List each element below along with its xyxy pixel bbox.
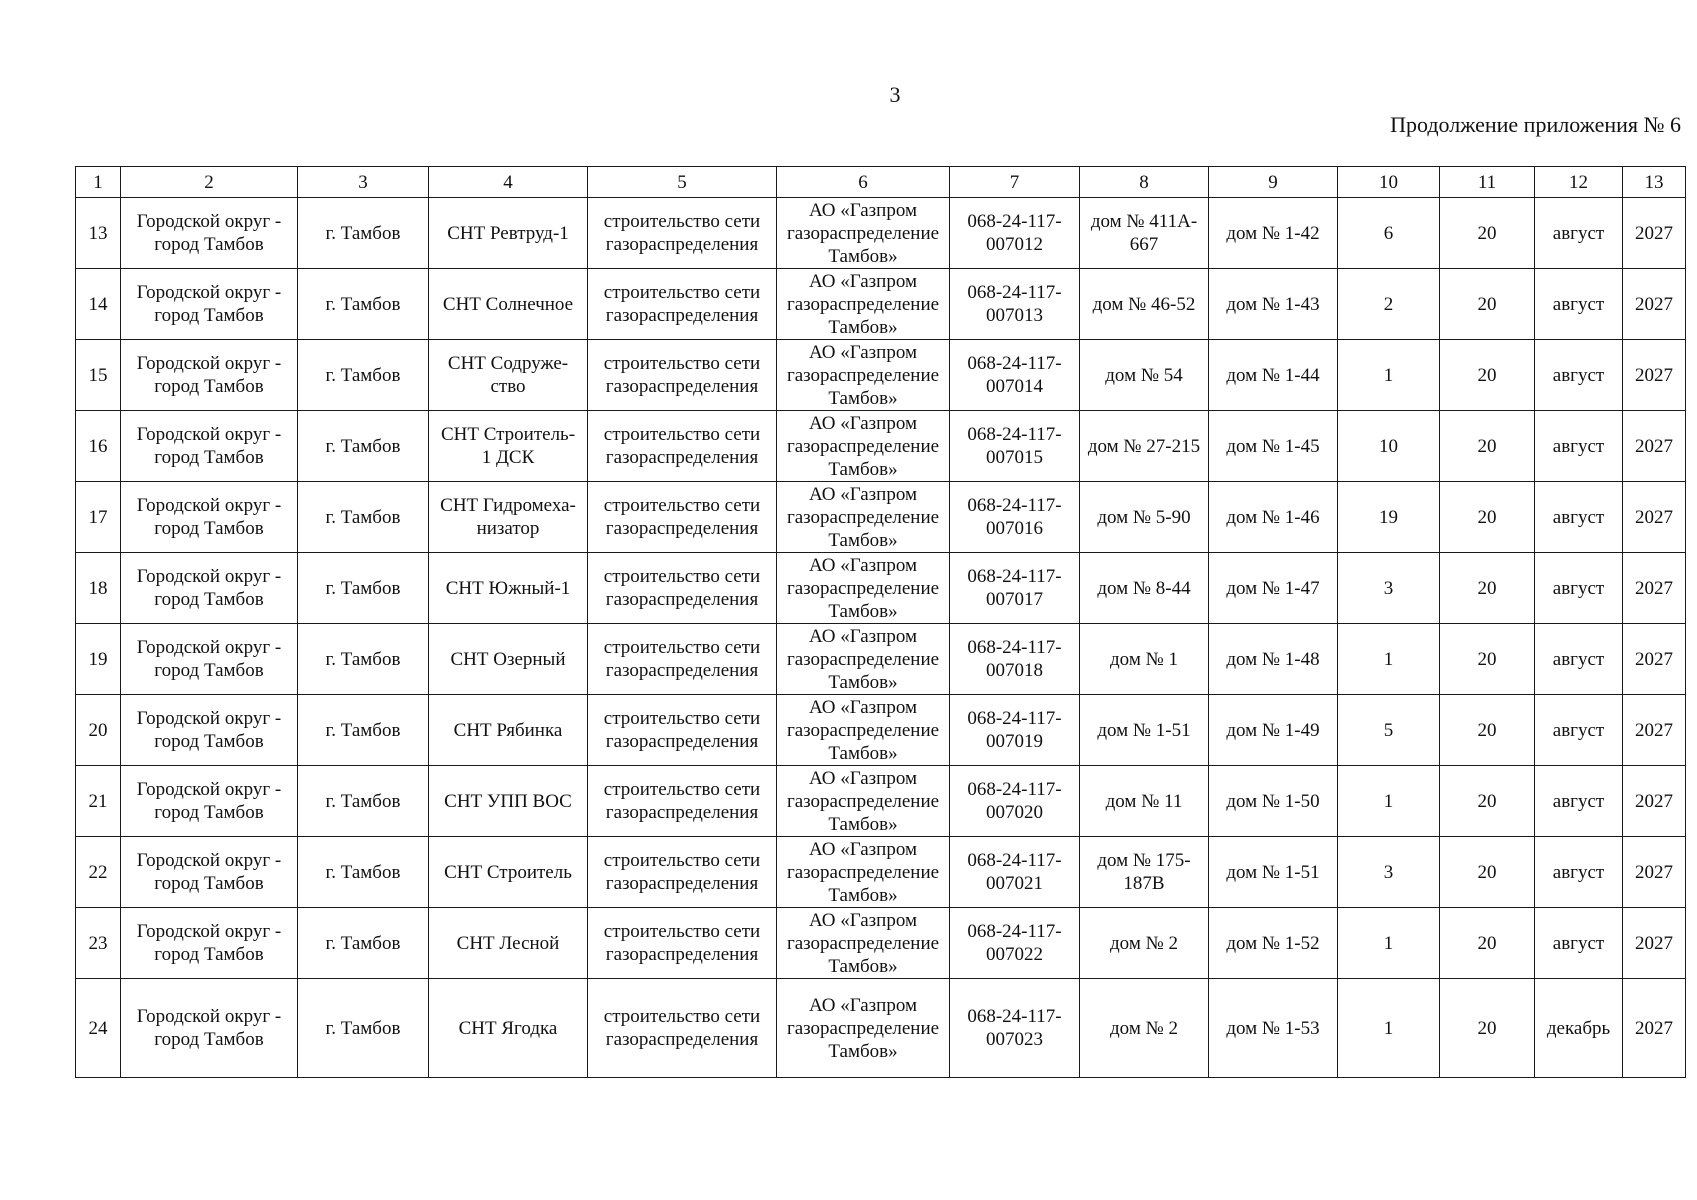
cell-count: 3 <box>1338 553 1440 624</box>
cell-object-code: 068-24-117- 007012 <box>950 198 1080 269</box>
cell-house-range: дом № 1-51 <box>1080 695 1209 766</box>
cell-work-type: строительство сети газораспределения <box>588 695 777 766</box>
cell-value: 20 <box>1440 269 1535 340</box>
cell-house-range-total: дом № 1-47 <box>1209 553 1338 624</box>
table-row <box>76 482 1686 553</box>
cell-municipality: Городской округ - город Тамбов <box>121 198 298 269</box>
cell-settlement: г. Тамбов <box>298 695 429 766</box>
cell-row-number: 19 <box>76 624 121 695</box>
cell-object-code: 068-24-117- 007019 <box>950 695 1080 766</box>
cell-municipality: Городской округ - город Тамбов <box>121 269 298 340</box>
cell-value: 20 <box>1440 411 1535 482</box>
cell-year: 2027 <box>1623 908 1686 979</box>
cell-year: 2027 <box>1623 979 1686 1078</box>
cell-snt-name: СНТ Гидромеха- низатор <box>429 482 588 553</box>
cell-settlement: г. Тамбов <box>298 198 429 269</box>
cell-year: 2027 <box>1623 695 1686 766</box>
page-number: 3 <box>889 82 901 107</box>
cell-snt-name: СНТ Лесной <box>429 908 588 979</box>
cell-row-number: 23 <box>76 908 121 979</box>
cell-object-code: 068-24-117- 007018 <box>950 624 1080 695</box>
cell-value: 20 <box>1440 624 1535 695</box>
table-row <box>76 837 1686 908</box>
table-row <box>76 553 1686 624</box>
table-row <box>76 979 1686 1078</box>
cell-municipality: Городской округ - город Тамбов <box>121 482 298 553</box>
column-header-8: 8 <box>1080 167 1209 198</box>
cell-object-code: 068-24-117- 007015 <box>950 411 1080 482</box>
cell-value: 20 <box>1440 340 1535 411</box>
cell-settlement: г. Тамбов <box>298 837 429 908</box>
table-row <box>76 411 1686 482</box>
cell-object-code: 068-24-117- 007022 <box>950 908 1080 979</box>
cell-snt-name: СНТ Ягодка <box>429 979 588 1078</box>
cell-house-range: дом № 2 <box>1080 908 1209 979</box>
cell-count: 2 <box>1338 269 1440 340</box>
cell-municipality: Городской округ - город Тамбов <box>121 908 298 979</box>
cell-value: 20 <box>1440 695 1535 766</box>
cell-snt-name: СНТ Строитель- 1 ДСК <box>429 411 588 482</box>
cell-settlement: г. Тамбов <box>298 908 429 979</box>
cell-organization: АО «Газпром газораспределение Тамбов» <box>777 411 950 482</box>
cell-year: 2027 <box>1623 198 1686 269</box>
cell-count: 5 <box>1338 695 1440 766</box>
cell-month: август <box>1535 837 1623 908</box>
cell-house-range: дом № 411А- 667 <box>1080 198 1209 269</box>
cell-municipality: Городской округ - город Тамбов <box>121 624 298 695</box>
cell-snt-name: СНТ Рябинка <box>429 695 588 766</box>
cell-work-type: строительство сети газораспределения <box>588 340 777 411</box>
table-row <box>76 624 1686 695</box>
cell-object-code: 068-24-117- 007020 <box>950 766 1080 837</box>
cell-value: 20 <box>1440 482 1535 553</box>
cell-count: 1 <box>1338 340 1440 411</box>
cell-organization: АО «Газпром газораспределение Тамбов» <box>777 695 950 766</box>
cell-count: 1 <box>1338 908 1440 979</box>
cell-count: 1 <box>1338 624 1440 695</box>
cell-object-code: 068-24-117- 007021 <box>950 837 1080 908</box>
cell-object-code: 068-24-117- 007017 <box>950 553 1080 624</box>
table-body <box>76 198 1686 1078</box>
cell-year: 2027 <box>1623 624 1686 695</box>
cell-snt-name: СНТ Южный-1 <box>429 553 588 624</box>
gas-network-table <box>75 166 1686 1078</box>
cell-object-code: 068-24-117- 007014 <box>950 340 1080 411</box>
cell-house-range-total: дом № 1-51 <box>1209 837 1338 908</box>
column-header-11: 11 <box>1440 167 1535 198</box>
cell-settlement: г. Тамбов <box>298 482 429 553</box>
table-row <box>76 766 1686 837</box>
column-header-6: 6 <box>777 167 950 198</box>
cell-month: август <box>1535 269 1623 340</box>
cell-count: 1 <box>1338 766 1440 837</box>
cell-year: 2027 <box>1623 837 1686 908</box>
cell-house-range-total: дом № 1-48 <box>1209 624 1338 695</box>
cell-count: 3 <box>1338 837 1440 908</box>
header-row <box>76 167 1686 198</box>
cell-organization: АО «Газпром газораспределение Тамбов» <box>777 837 950 908</box>
cell-organization: АО «Газпром газораспределение Тамбов» <box>777 198 950 269</box>
column-header-13: 13 <box>1623 167 1686 198</box>
cell-settlement: г. Тамбов <box>298 340 429 411</box>
cell-snt-name: СНТ Озерный <box>429 624 588 695</box>
cell-house-range-total: дом № 1-49 <box>1209 695 1338 766</box>
cell-work-type: строительство сети газораспределения <box>588 482 777 553</box>
cell-object-code: 068-24-117- 007013 <box>950 269 1080 340</box>
cell-settlement: г. Тамбов <box>298 269 429 340</box>
cell-house-range-total: дом № 1-45 <box>1209 411 1338 482</box>
cell-work-type: строительство сети газораспределения <box>588 766 777 837</box>
cell-settlement: г. Тамбов <box>298 624 429 695</box>
cell-work-type: строительство сети газораспределения <box>588 624 777 695</box>
table-row <box>76 908 1686 979</box>
cell-work-type: строительство сети газораспределения <box>588 979 777 1078</box>
cell-value: 20 <box>1440 553 1535 624</box>
cell-snt-name: СНТ Ревтруд-1 <box>429 198 588 269</box>
cell-count: 6 <box>1338 198 1440 269</box>
cell-settlement: г. Тамбов <box>298 411 429 482</box>
cell-month: август <box>1535 411 1623 482</box>
column-header-12: 12 <box>1535 167 1623 198</box>
cell-month: август <box>1535 198 1623 269</box>
table-row <box>76 198 1686 269</box>
cell-object-code: 068-24-117- 007016 <box>950 482 1080 553</box>
cell-house-range-total: дом № 1-52 <box>1209 908 1338 979</box>
cell-house-range-total: дом № 1-43 <box>1209 269 1338 340</box>
cell-row-number: 18 <box>76 553 121 624</box>
cell-house-range: дом № 1 <box>1080 624 1209 695</box>
cell-house-range: дом № 8-44 <box>1080 553 1209 624</box>
column-header-9: 9 <box>1209 167 1338 198</box>
cell-work-type: строительство сети газораспределения <box>588 908 777 979</box>
cell-organization: АО «Газпром газораспределение Тамбов» <box>777 766 950 837</box>
cell-row-number: 22 <box>76 837 121 908</box>
cell-row-number: 13 <box>76 198 121 269</box>
cell-municipality: Городской округ - город Тамбов <box>121 411 298 482</box>
cell-month: август <box>1535 624 1623 695</box>
cell-house-range: дом № 5-90 <box>1080 482 1209 553</box>
cell-house-range-total: дом № 1-50 <box>1209 766 1338 837</box>
cell-work-type: строительство сети газораспределения <box>588 269 777 340</box>
cell-settlement: г. Тамбов <box>298 766 429 837</box>
cell-snt-name: СНТ Строитель <box>429 837 588 908</box>
column-header-1: 1 <box>76 167 121 198</box>
table-row <box>76 695 1686 766</box>
cell-value: 20 <box>1440 766 1535 837</box>
column-header-2: 2 <box>121 167 298 198</box>
cell-value: 20 <box>1440 198 1535 269</box>
cell-month: август <box>1535 482 1623 553</box>
cell-house-range-total: дом № 1-53 <box>1209 979 1338 1078</box>
cell-settlement: г. Тамбов <box>298 553 429 624</box>
cell-house-range-total: дом № 1-46 <box>1209 482 1338 553</box>
column-header-5: 5 <box>588 167 777 198</box>
column-header-3: 3 <box>298 167 429 198</box>
cell-row-number: 17 <box>76 482 121 553</box>
column-header-4: 4 <box>429 167 588 198</box>
cell-work-type: строительство сети газораспределения <box>588 553 777 624</box>
cell-organization: АО «Газпром газораспределение Тамбов» <box>777 482 950 553</box>
appendix-continuation-title: Продолжение приложения № 6 <box>1390 112 1681 137</box>
cell-snt-name: СНТ Солнечное <box>429 269 588 340</box>
cell-value: 20 <box>1440 979 1535 1078</box>
cell-month: август <box>1535 908 1623 979</box>
cell-municipality: Городской округ - город Тамбов <box>121 766 298 837</box>
cell-count: 19 <box>1338 482 1440 553</box>
cell-house-range: дом № 54 <box>1080 340 1209 411</box>
cell-work-type: строительство сети газораспределения <box>588 837 777 908</box>
cell-month: декабрь <box>1535 979 1623 1078</box>
cell-house-range: дом № 46-52 <box>1080 269 1209 340</box>
table-row <box>76 269 1686 340</box>
cell-snt-name: СНТ Содруже- ство <box>429 340 588 411</box>
table-row <box>76 340 1686 411</box>
cell-municipality: Городской округ - город Тамбов <box>121 979 298 1078</box>
cell-row-number: 20 <box>76 695 121 766</box>
cell-year: 2027 <box>1623 411 1686 482</box>
cell-month: август <box>1535 340 1623 411</box>
cell-value: 20 <box>1440 837 1535 908</box>
cell-count: 1 <box>1338 979 1440 1078</box>
cell-object-code: 068-24-117- 007023 <box>950 979 1080 1078</box>
cell-municipality: Городской округ - город Тамбов <box>121 553 298 624</box>
cell-municipality: Городской округ - город Тамбов <box>121 695 298 766</box>
cell-year: 2027 <box>1623 482 1686 553</box>
cell-municipality: Городской округ - город Тамбов <box>121 340 298 411</box>
cell-row-number: 16 <box>76 411 121 482</box>
cell-row-number: 14 <box>76 269 121 340</box>
cell-snt-name: СНТ УПП ВОС <box>429 766 588 837</box>
cell-settlement: г. Тамбов <box>298 979 429 1078</box>
column-header-7: 7 <box>950 167 1080 198</box>
cell-value: 20 <box>1440 908 1535 979</box>
cell-house-range: дом № 11 <box>1080 766 1209 837</box>
cell-year: 2027 <box>1623 766 1686 837</box>
cell-organization: АО «Газпром газораспределение Тамбов» <box>777 624 950 695</box>
cell-work-type: строительство сети газораспределения <box>588 411 777 482</box>
cell-house-range: дом № 2 <box>1080 979 1209 1078</box>
cell-month: август <box>1535 766 1623 837</box>
cell-house-range-total: дом № 1-42 <box>1209 198 1338 269</box>
cell-row-number: 21 <box>76 766 121 837</box>
cell-row-number: 15 <box>76 340 121 411</box>
cell-organization: АО «Газпром газораспределение Тамбов» <box>777 553 950 624</box>
cell-month: август <box>1535 553 1623 624</box>
cell-organization: АО «Газпром газораспределение Тамбов» <box>777 269 950 340</box>
cell-house-range: дом № 175- 187В <box>1080 837 1209 908</box>
cell-organization: АО «Газпром газораспределение Тамбов» <box>777 908 950 979</box>
cell-count: 10 <box>1338 411 1440 482</box>
cell-organization: АО «Газпром газораспределение Тамбов» <box>777 340 950 411</box>
cell-house-range-total: дом № 1-44 <box>1209 340 1338 411</box>
cell-municipality: Городской округ - город Тамбов <box>121 837 298 908</box>
cell-year: 2027 <box>1623 340 1686 411</box>
table-header <box>76 167 1686 198</box>
cell-work-type: строительство сети газораспределения <box>588 198 777 269</box>
cell-row-number: 24 <box>76 979 121 1078</box>
cell-organization: АО «Газпром газораспределение Тамбов» <box>777 979 950 1078</box>
cell-month: август <box>1535 695 1623 766</box>
cell-house-range: дом № 27-215 <box>1080 411 1209 482</box>
cell-year: 2027 <box>1623 269 1686 340</box>
column-header-10: 10 <box>1338 167 1440 198</box>
cell-year: 2027 <box>1623 553 1686 624</box>
